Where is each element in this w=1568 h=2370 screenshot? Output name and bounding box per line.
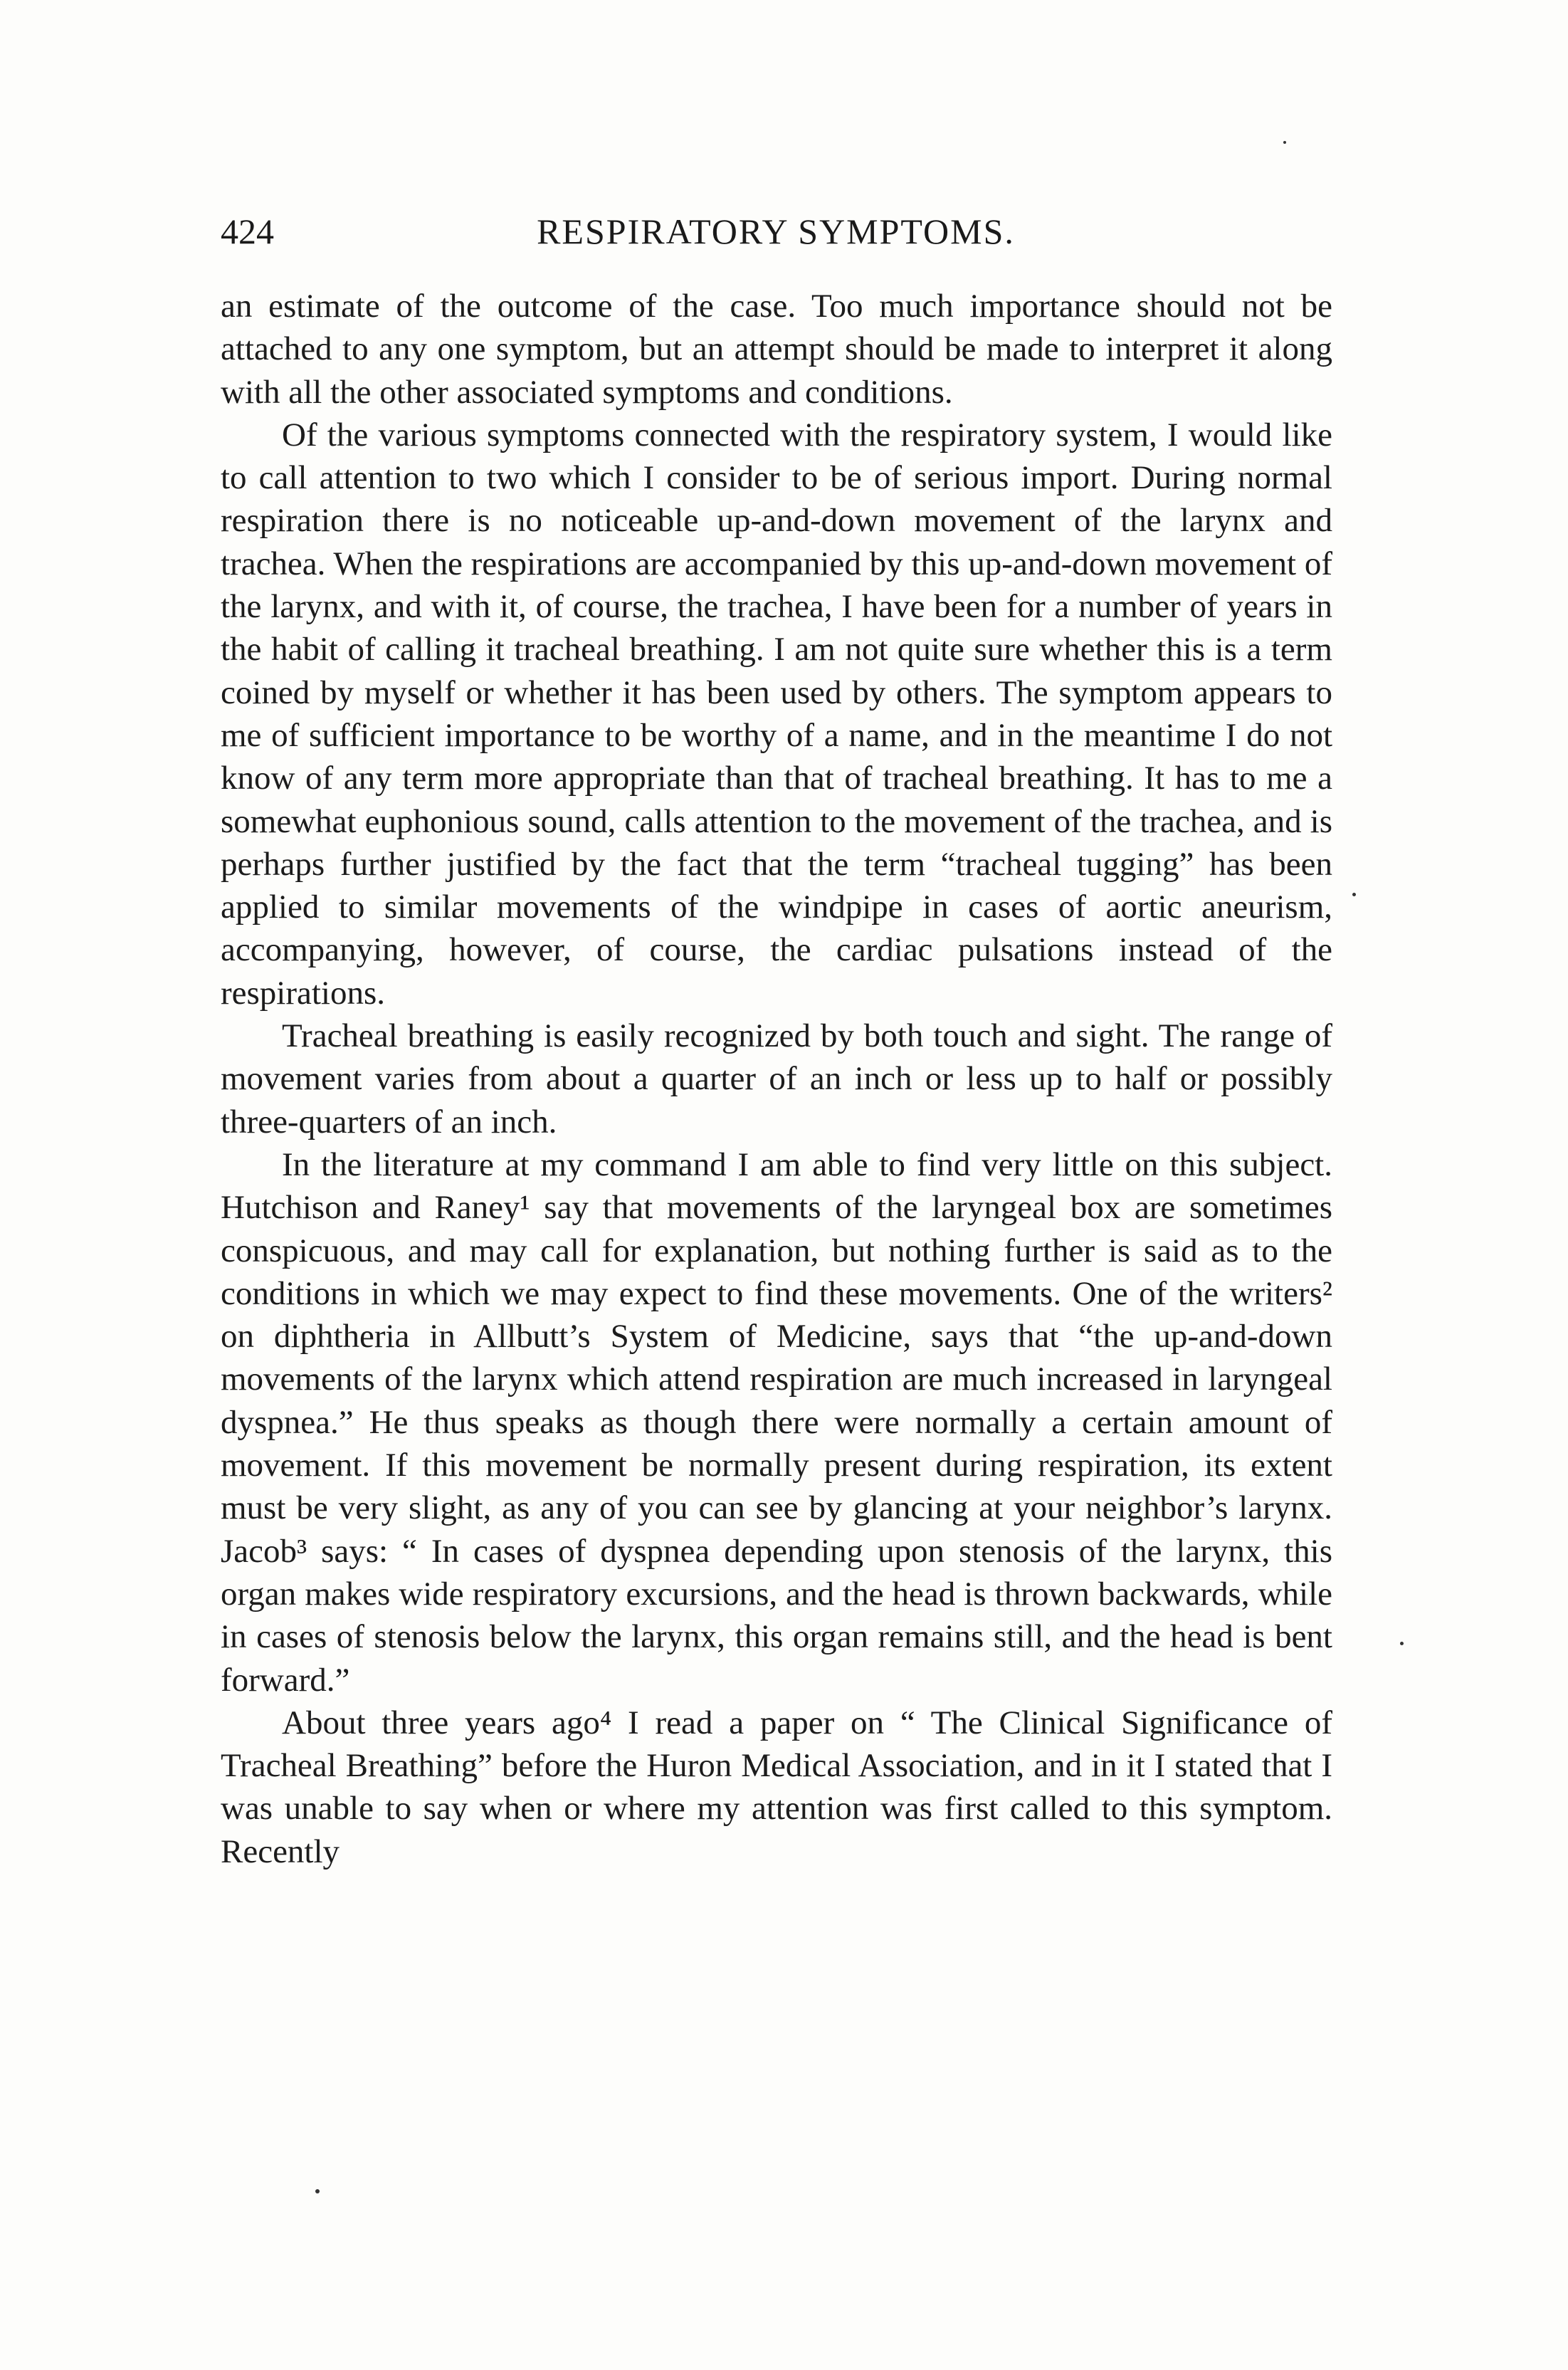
paragraph-2: Of the various symptoms connected with the respiratory system, I would like to call attention to two which I consider to be of serious import. During normal respiration there is no noticeable up-and-down movement of the larynx and trachea. When the respirations are accompanied by this up-and-down movement of the larynx, and with it, of course, the trachea, I have been for a number of years in the habit of calling it tracheal breathing. I am not quite sure whether this is a term coined by myself or whether it has been used by others. The symptom appears to me of sufficient importance to be worthy of a name, and in the meantime I do not know of any term more appropriate than that of tracheal breathing. It has to me a somewhat euphonious sound, calls attention to the movement of the trachea, and is perhaps further justified by the fact that the term “tracheal tugging” has been applied to similar movements of the windpipe in cases of aortic aneurism, accompanying, however, of course, the cardiac pulsations instead of the respirations. (221, 416, 1332, 1012)
running-head: RESPIRATORY SYMPTOMS. (537, 211, 1015, 251)
paragraph-1: an estimate of the outcome of the case. Too much importance should not be attached to any one symptom, but an attempt should be made to interpret it along with all the other associated symptoms and conditions. (221, 288, 1332, 411)
body-text (221, 285, 1332, 1873)
paper-speck (1283, 141, 1286, 144)
paragraph-5: About three years ago⁴ I read a paper on “ The Clinical Significance of Tracheal Breathing” before the Huron Medical Association, and in it I stated that I was unable to say when or where my attention was first called to this symptom. Recently (221, 1704, 1332, 1870)
paragraph-4: In the literature at my command I am able to find very little on this subject. Hutchison and Raney¹ say that movements of the laryngeal box are sometimes conspicuous, and may call for explanation, but nothing further is said as to the conditions in which we may expect to find these movements. One of the writers² on diphtheria in Allbutt’s System of Medicine, says that “the up-and-down movements of the larynx which attend respiration are much increased in laryngeal dyspnea.” He thus speaks as though there were normally a certain amount of movement. If this movement be normally present during respiration, its extent must be very slight, as any of you can see by glancing at your neighbor’s larynx. Jacob³ says: “ In cases of dyspnea depending upon stenosis of the larynx, this organ makes wide respiratory excursions, and the head is thrown backwards, while in cases of stenosis below the larynx, this organ remains still, and the head is bent forward.” (221, 1145, 1332, 1699)
paper-speck (1400, 1642, 1404, 1645)
page-number: 424 (221, 211, 274, 251)
page-header (221, 199, 1331, 263)
paragraph-3: Tracheal breathing is easily recognized by both touch and sight. The range of movement varies from about a quarter of an inch or less up to half or possibly three-quarters of an inch. (221, 1017, 1332, 1141)
paper-speck (315, 2189, 320, 2193)
paper-speck (1352, 893, 1356, 896)
